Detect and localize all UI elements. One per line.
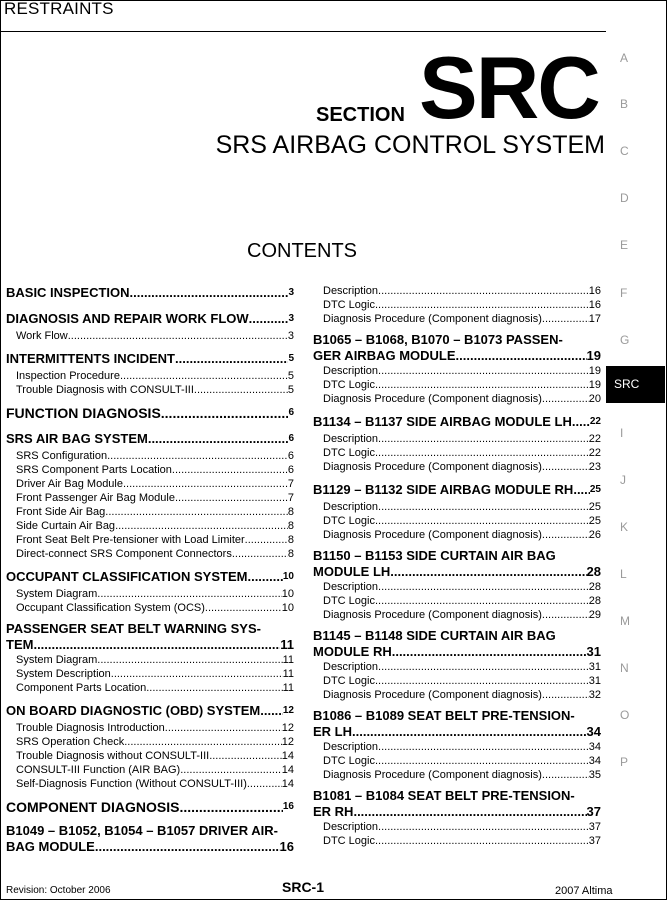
- toc-leader-dots: [232, 547, 288, 561]
- toc-title: Diagnosis Procedure (Component diagnosis): [323, 313, 542, 325]
- toc-title: DTC Logic: [323, 675, 375, 687]
- toc-page-number: 8: [287, 520, 294, 532]
- toc-heading[interactable]: [313, 348, 601, 364]
- toc-page-number: 22: [588, 447, 601, 459]
- toc-leader-dots: [68, 329, 288, 343]
- toc-page-number: 3: [288, 287, 294, 298]
- toc-title: Inspection Procedure: [16, 370, 120, 382]
- header-rule: [0, 31, 606, 32]
- toc-entry[interactable]: [6, 449, 294, 463]
- toc-title: Self-Diagnosis Function (Without CONSULT-III): [16, 778, 247, 790]
- toc-page-number: 5: [287, 384, 294, 396]
- toc-title: BASIC INSPECTION: [6, 285, 130, 300]
- toc-leader-dots: [180, 763, 282, 777]
- toc-title: DTC Logic: [323, 835, 375, 847]
- toc-title: Description: [323, 365, 379, 377]
- toc-title: SRS AIR BAG SYSTEM: [6, 431, 148, 446]
- toc-title: DTC Logic: [323, 299, 375, 311]
- side-index-tab[interactable]: G: [620, 333, 630, 347]
- toc-page-number: 37: [588, 821, 601, 833]
- side-index-tab[interactable]: C: [620, 144, 629, 158]
- toc-page-number: 25: [588, 515, 601, 527]
- toc-entry[interactable]: [313, 312, 601, 326]
- toc-heading-line[interactable]: B1081 – B1084 SEAT BELT PRE-TENSION-: [313, 788, 575, 803]
- toc-entry[interactable]: [313, 674, 601, 688]
- toc-title: Description: [323, 501, 379, 513]
- toc-page-number: 19: [588, 379, 601, 391]
- toc-page-number: 31: [588, 675, 601, 687]
- toc-leader-dots: [194, 383, 288, 397]
- toc-entry[interactable]: [6, 681, 294, 695]
- toc-entry[interactable]: [6, 667, 294, 681]
- toc-title: Diagnosis Procedure (Component diagnosis): [323, 769, 542, 781]
- toc-entry[interactable]: [6, 329, 294, 343]
- toc-entry[interactable]: [313, 834, 601, 848]
- toc-title: DIAGNOSIS AND REPAIR WORK FLOW: [6, 311, 249, 326]
- toc-page-number: 14: [281, 764, 294, 776]
- toc-title: B1134 – B1137 SIDE AIRBAG MODULE LH: [313, 414, 572, 429]
- toc-page-number: 20: [588, 393, 601, 405]
- toc-page-number: 5: [288, 353, 294, 364]
- toc-page-number: 31: [588, 661, 601, 673]
- toc-title: Description: [323, 821, 379, 833]
- toc-leader-dots: [378, 284, 589, 298]
- toc-title: Side Curtain Air Bag: [16, 520, 116, 532]
- side-index-tab[interactable]: I: [620, 426, 624, 440]
- toc-title: Diagnosis Procedure (Component diagnosis): [323, 609, 542, 621]
- toc-title: Component Parts Location: [16, 682, 147, 694]
- toc-page-number: 7: [287, 492, 294, 504]
- toc-entry[interactable]: [6, 735, 294, 749]
- toc-entry[interactable]: [313, 660, 601, 674]
- toc-title: MODULE LH: [313, 564, 391, 579]
- toc-entry[interactable]: [313, 740, 601, 754]
- toc-leader-dots: [375, 754, 589, 768]
- toc-entry[interactable]: [6, 587, 294, 601]
- toc-title: Description: [323, 581, 379, 593]
- toc-page-number: 16: [588, 299, 601, 311]
- toc-title: ER LH: [313, 724, 352, 739]
- toc-title: Front Side Air Bag: [16, 506, 106, 518]
- side-index-tab[interactable]: D: [620, 191, 629, 205]
- toc-page-number: 10: [281, 602, 294, 614]
- toc-page-number: 10: [281, 588, 294, 600]
- toc-page-number: 7: [287, 478, 294, 490]
- toc-page-number: 8: [287, 534, 294, 546]
- toc-title: Trouble Diagnosis with CONSULT-III: [16, 384, 194, 396]
- toc-title: Description: [323, 285, 379, 297]
- toc-page-number: 3: [287, 330, 294, 342]
- toc-page-number: 6: [288, 433, 294, 444]
- toc-entry[interactable]: [313, 580, 601, 594]
- toc-title: ER RH: [313, 804, 354, 819]
- toc-leader-dots: [260, 701, 283, 721]
- toc-left-column: [6, 283, 294, 855]
- toc-leader-dots: [352, 724, 587, 740]
- toc-leader-dots: [378, 660, 589, 674]
- toc-page-number: 34: [588, 741, 601, 753]
- toc-entry[interactable]: [313, 364, 601, 378]
- toc-heading[interactable]: [6, 349, 294, 369]
- toc-title: System Diagram: [16, 588, 98, 600]
- toc-page-number: 23: [588, 461, 601, 473]
- toc-title: DTC Logic: [323, 447, 375, 459]
- toc-leader-dots: [542, 528, 589, 542]
- toc-heading[interactable]: [6, 637, 294, 653]
- toc-page-number: 14: [281, 778, 294, 790]
- side-index-tab[interactable]: E: [620, 238, 629, 252]
- toc-leader-dots: [375, 594, 589, 608]
- toc-heading[interactable]: [6, 429, 294, 449]
- toc-leader-dots: [572, 412, 590, 432]
- toc-leader-dots: [456, 348, 587, 364]
- toc-heading-line[interactable]: B1049 – B1052, B1054 – B1057 DRIVER AIR-: [6, 823, 278, 838]
- toc-leader-dots: [33, 637, 280, 653]
- side-index-tab[interactable]: N: [620, 661, 629, 675]
- toc-entry[interactable]: [6, 463, 294, 477]
- toc-title: DTC Logic: [323, 755, 375, 767]
- toc-page-number: 34: [588, 755, 601, 767]
- toc-page-number: 6: [288, 407, 294, 418]
- toc-entry[interactable]: [313, 500, 601, 514]
- toc-entry[interactable]: [313, 528, 601, 542]
- toc-leader-dots: [124, 735, 282, 749]
- toc-entry[interactable]: [313, 284, 601, 298]
- toc-entry[interactable]: [6, 505, 294, 519]
- toc-page-number: 11: [282, 654, 294, 666]
- toc-leader-dots: [247, 567, 282, 587]
- side-index-tab[interactable]: K: [620, 520, 629, 534]
- toc-page-number: 19: [588, 365, 601, 377]
- toc-page-number: 32: [588, 689, 601, 701]
- toc-page-number: 11: [282, 668, 294, 680]
- toc-leader-dots: [542, 608, 589, 622]
- toc-title: Trouble Diagnosis without CONSULT-III: [16, 750, 210, 762]
- toc-entry[interactable]: [313, 820, 601, 834]
- toc-leader-dots: [375, 298, 589, 312]
- toc-leader-dots: [542, 312, 589, 326]
- toc-page-number: 28: [586, 564, 601, 579]
- toc-title: Description: [323, 661, 379, 673]
- section-subtitle: SRS AIRBAG CONTROL SYSTEM: [215, 131, 605, 159]
- toc-heading[interactable]: [313, 724, 601, 740]
- toc-leader-dots: [97, 587, 281, 601]
- toc-leader-dots: [378, 580, 589, 594]
- toc-leader-dots: [542, 768, 589, 782]
- toc-heading[interactable]: [313, 480, 601, 500]
- toc-entry[interactable]: [6, 519, 294, 533]
- toc-leader-dots: [378, 820, 589, 834]
- toc-page-number: 25: [589, 484, 601, 495]
- toc-heading[interactable]: [313, 644, 601, 660]
- toc-heading[interactable]: [313, 412, 601, 432]
- toc-entry[interactable]: [313, 768, 601, 782]
- toc-page-number: 16: [279, 839, 294, 854]
- toc-title: System Diagram: [16, 654, 98, 666]
- toc-leader-dots: [542, 460, 589, 474]
- side-index-tab-active[interactable]: SRC: [606, 366, 665, 403]
- toc-leader-dots: [390, 564, 586, 580]
- contents-heading: CONTENTS: [247, 240, 357, 262]
- toc-heading[interactable]: [6, 309, 294, 329]
- toc-page-number: 34: [586, 724, 601, 739]
- toc-page-number: 12: [282, 705, 294, 716]
- toc-page-number: 35: [588, 769, 601, 781]
- toc-leader-dots: [105, 505, 288, 519]
- toc-leader-dots: [378, 364, 589, 378]
- toc-heading[interactable]: [313, 564, 601, 580]
- toc-title: CONSULT-III Function (AIR BAG): [16, 764, 181, 776]
- toc-leader-dots: [175, 349, 288, 369]
- toc-entry[interactable]: [313, 392, 601, 406]
- toc-title: System Description: [16, 668, 111, 680]
- toc-heading-line[interactable]: B1145 – B1148 SIDE CURTAIN AIR BAG: [313, 628, 556, 643]
- toc-leader-dots: [130, 283, 289, 303]
- toc-entry[interactable]: [313, 298, 601, 312]
- toc-leader-dots: [107, 449, 288, 463]
- toc-leader-dots: [95, 839, 280, 855]
- toc-title: Diagnosis Procedure (Component diagnosis): [323, 461, 542, 473]
- toc-title: Diagnosis Procedure (Component diagnosis): [323, 529, 542, 541]
- toc-right-column: [313, 284, 601, 848]
- toc-entry[interactable]: [313, 378, 601, 392]
- toc-title: Diagnosis Procedure (Component diagnosis): [323, 393, 542, 405]
- toc-heading[interactable]: [6, 797, 294, 817]
- toc-title: Occupant Classification System (OCS): [16, 602, 205, 614]
- side-index-tab[interactable]: B: [620, 97, 629, 111]
- toc-leader-dots: [375, 674, 589, 688]
- toc-leader-dots: [111, 667, 283, 681]
- toc-title: DTC Logic: [323, 515, 375, 527]
- side-index-tab[interactable]: P: [620, 755, 629, 769]
- toc-page-number: 25: [588, 501, 601, 513]
- toc-title: Description: [323, 433, 379, 445]
- toc-title: COMPONENT DIAGNOSIS: [6, 799, 180, 815]
- toc-title: B1129 – B1132 SIDE AIRBAG MODULE RH: [313, 482, 574, 497]
- toc-title: Diagnosis Procedure (Component diagnosis): [323, 689, 542, 701]
- toc-entry[interactable]: [313, 608, 601, 622]
- toc-page-number: 6: [287, 464, 294, 476]
- footer-model: 2007 Altima: [555, 885, 613, 897]
- toc-heading[interactable]: [6, 701, 294, 721]
- toc-heading[interactable]: [6, 283, 294, 303]
- side-index-tab[interactable]: L: [620, 567, 627, 581]
- toc-leader-dots: [97, 653, 282, 667]
- toc-entry[interactable]: [313, 754, 601, 768]
- toc-entry[interactable]: [6, 491, 294, 505]
- toc-leader-dots: [392, 644, 587, 660]
- toc-leader-dots: [161, 403, 289, 423]
- toc-heading-line[interactable]: PASSENGER SEAT BELT WARNING SYS-: [6, 621, 261, 636]
- toc-leader-dots: [375, 514, 589, 528]
- toc-page-number: 12: [281, 736, 294, 748]
- toc-leader-dots: [247, 777, 282, 791]
- toc-leader-dots: [542, 688, 589, 702]
- toc-leader-dots: [205, 601, 282, 615]
- toc-leader-dots: [146, 681, 282, 695]
- toc-entry[interactable]: [313, 594, 601, 608]
- toc-entry[interactable]: [6, 763, 294, 777]
- toc-leader-dots: [542, 392, 589, 406]
- section-label: SECTION: [316, 104, 405, 126]
- toc-entry[interactable]: [313, 432, 601, 446]
- toc-page-number: 19: [586, 348, 601, 363]
- toc-page-number: 11: [280, 637, 294, 652]
- toc-title: SRS Configuration: [16, 450, 108, 462]
- footer-page-id: SRC-1: [282, 879, 325, 895]
- toc-page-number: 17: [588, 313, 601, 325]
- toc-page-number: 10: [282, 571, 294, 582]
- toc-page-number: 28: [588, 581, 601, 593]
- side-index-tab[interactable]: O: [620, 708, 630, 722]
- toc-entry[interactable]: [6, 369, 294, 383]
- side-index-tab[interactable]: A: [620, 51, 629, 65]
- toc-title: Work Flow: [16, 330, 68, 342]
- toc-page-number: 12: [281, 722, 294, 734]
- toc-leader-dots: [378, 432, 589, 446]
- toc-heading[interactable]: [6, 567, 294, 587]
- toc-leader-dots: [115, 519, 288, 533]
- toc-title: TEM: [6, 637, 34, 652]
- toc-page-number: 26: [588, 529, 601, 541]
- toc-title: Driver Air Bag Module: [16, 478, 123, 490]
- toc-title: Direct-connect SRS Component Connectors: [16, 548, 232, 560]
- toc-page-number: 37: [586, 804, 601, 819]
- toc-entry[interactable]: [6, 777, 294, 791]
- toc-entry[interactable]: [6, 547, 294, 561]
- toc-leader-dots: [375, 446, 589, 460]
- toc-heading-line[interactable]: B1065 – B1068, B1070 – B1073 PASSEN-: [313, 332, 563, 347]
- toc-leader-dots: [209, 749, 282, 763]
- toc-entry[interactable]: [6, 601, 294, 615]
- toc-leader-dots: [378, 740, 589, 754]
- toc-page-number: 5: [287, 370, 294, 382]
- toc-leader-dots: [172, 463, 288, 477]
- toc-page-number: 14: [281, 750, 294, 762]
- toc-leader-dots: [375, 834, 589, 848]
- toc-leader-dots: [353, 804, 586, 820]
- toc-title: Front Passenger Air Bag Module: [16, 492, 175, 504]
- toc-title: Trouble Diagnosis Introduction: [16, 722, 165, 734]
- toc-leader-dots: [179, 797, 282, 817]
- toc-leader-dots: [165, 721, 282, 735]
- toc-page-number: 11: [282, 682, 294, 694]
- toc-title: OCCUPANT CLASSIFICATION SYSTEM: [6, 569, 248, 584]
- toc-leader-dots: [175, 491, 288, 505]
- toc-title: INTERMITTENTS INCIDENT: [6, 351, 175, 366]
- toc-entry[interactable]: [6, 533, 294, 547]
- toc-entry[interactable]: [313, 460, 601, 474]
- toc-leader-dots: [249, 309, 289, 329]
- toc-entry[interactable]: [6, 477, 294, 491]
- toc-leader-dots: [375, 378, 589, 392]
- toc-page-number: 22: [588, 433, 601, 445]
- toc-leader-dots: [123, 477, 288, 491]
- toc-page-number: 28: [588, 595, 601, 607]
- toc-title: BAG MODULE: [6, 839, 95, 854]
- toc-heading[interactable]: [313, 804, 601, 820]
- toc-entry[interactable]: [313, 514, 601, 528]
- toc-entry[interactable]: [6, 653, 294, 667]
- toc-title: DTC Logic: [323, 379, 375, 391]
- toc-leader-dots: [148, 429, 289, 449]
- toc-page-number: 16: [282, 801, 294, 812]
- toc-heading-line[interactable]: B1086 – B1089 SEAT BELT PRE-TENSION-: [313, 708, 575, 723]
- toc-title: MODULE RH: [313, 644, 392, 659]
- toc-entry[interactable]: [313, 446, 601, 460]
- toc-leader-dots: [573, 480, 590, 500]
- toc-title: Front Seat Belt Pre-tensioner with Load Limiter: [16, 534, 245, 546]
- toc-entry[interactable]: [313, 688, 601, 702]
- toc-leader-dots: [378, 500, 589, 514]
- toc-title: SRS Component Parts Location: [16, 464, 172, 476]
- toc-heading-line[interactable]: B1150 – B1153 SIDE CURTAIN AIR BAG: [313, 548, 556, 563]
- toc-leader-dots: [245, 533, 288, 547]
- side-index-tab[interactable]: J: [620, 473, 626, 487]
- toc-title: GER AIRBAG MODULE: [313, 348, 456, 363]
- toc-title: ON BOARD DIAGNOSTIC (OBD) SYSTEM: [6, 703, 261, 718]
- toc-page-number: 22: [589, 416, 601, 427]
- toc-page-number: 6: [287, 450, 294, 462]
- side-index-tab[interactable]: F: [620, 286, 628, 300]
- toc-heading[interactable]: [6, 403, 294, 423]
- toc-entry[interactable]: [6, 383, 294, 397]
- toc-page-number: 3: [288, 313, 294, 324]
- toc-title: Description: [323, 741, 379, 753]
- toc-page-number: 8: [287, 548, 294, 560]
- side-index-tab[interactable]: M: [620, 614, 630, 628]
- footer-revision: Revision: October 2006: [6, 885, 111, 896]
- toc-entry[interactable]: [6, 721, 294, 735]
- toc-title: FUNCTION DIAGNOSIS: [6, 405, 161, 421]
- category-header: RESTRAINTS: [4, 0, 114, 18]
- toc-entry[interactable]: [6, 749, 294, 763]
- toc-leader-dots: [120, 369, 288, 383]
- toc-page-number: 8: [287, 506, 294, 518]
- toc-title: SRS Operation Check: [16, 736, 125, 748]
- toc-title: DTC Logic: [323, 595, 375, 607]
- toc-heading[interactable]: [6, 839, 294, 855]
- toc-page-number: 29: [588, 609, 601, 621]
- toc-page-number: 31: [586, 644, 601, 659]
- section-code: SRC: [419, 38, 599, 137]
- toc-page-number: 37: [588, 835, 601, 847]
- toc-page-number: 16: [588, 285, 601, 297]
